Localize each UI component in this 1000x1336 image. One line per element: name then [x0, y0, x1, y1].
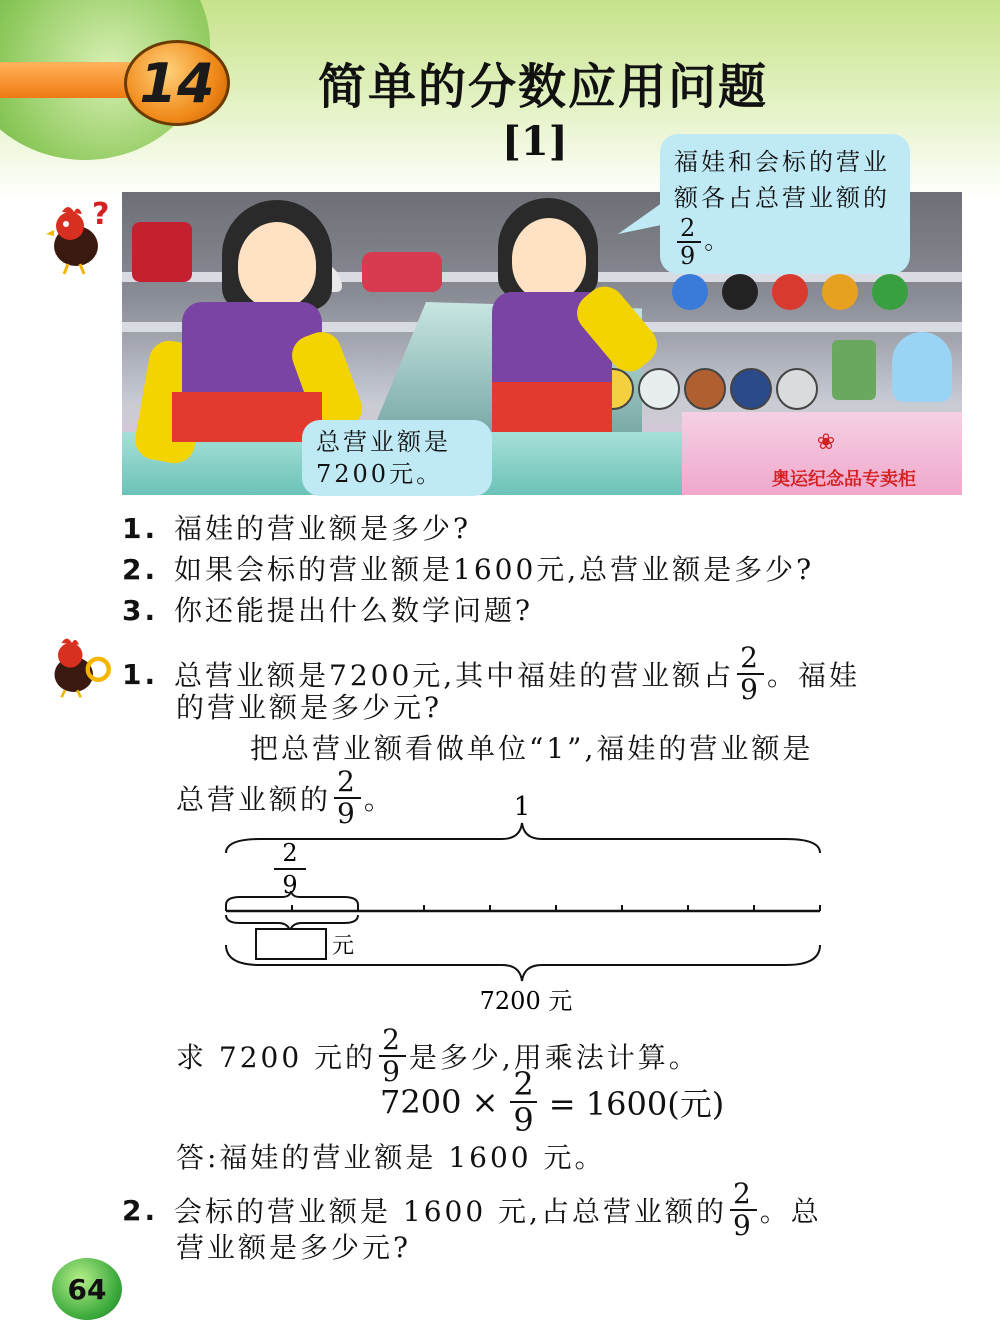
solution1-line2: 的营业额是多少元?	[176, 691, 443, 724]
fraction: $\frac{2}{9}$	[379, 1026, 406, 1086]
question-item: 2. 如果会标的营业额是1600元,总营业额是多少?	[122, 553, 815, 586]
top-brace	[226, 823, 820, 853]
speech-bubble-top: 福娃和会标的营业额各占总营业额的 $\frac{2}{9}$ 。	[660, 134, 910, 274]
mascot-icon	[872, 274, 908, 310]
olympic-logo-icon: ❀	[816, 430, 836, 455]
tshirt-item	[132, 222, 192, 282]
speech-bubble-bottom: 总营业额是7200元。	[302, 420, 492, 496]
section-subtitle: [1]	[502, 118, 568, 165]
problem2-line2: 营业额是多少元?	[176, 1231, 412, 1264]
diagram-svg	[220, 795, 830, 1015]
gift-box-item	[832, 340, 876, 400]
question-list	[122, 508, 814, 631]
mascot-row	[662, 272, 962, 316]
counter-sign: 奥运纪念品专卖柜	[772, 469, 916, 490]
bubble-top-text: 福娃和会标的营业额各占总营业额的	[674, 148, 890, 212]
answer-line: 答:福娃的营业额是 1600 元。	[176, 1141, 606, 1174]
solution1-line4: 总营业额的 $\frac{2}{9}$ 。	[176, 765, 395, 830]
mascot-plush-item	[892, 332, 952, 402]
unit-label: 元	[332, 934, 355, 959]
lesson-number-badge: 14	[124, 40, 230, 126]
part-frac-num: 2	[282, 839, 298, 867]
svg-text:?: ?	[92, 197, 110, 232]
top-label: 1	[513, 795, 531, 822]
fraction: $\frac{2}{9}$	[737, 644, 764, 704]
answer-box	[256, 929, 326, 959]
bottom-label: 7200 元	[479, 987, 573, 1015]
fraction: $\frac{2}{9}$	[510, 1068, 536, 1136]
mascot-icon	[822, 274, 858, 310]
rooster-question-icon	[44, 196, 114, 276]
fraction: $\frac{2}{9}$	[730, 1180, 757, 1240]
fraction: $\frac{2}{9}$	[677, 216, 701, 268]
rooster-magnifier-icon	[44, 624, 114, 704]
part-frac-den: 9	[282, 871, 298, 899]
fraction: $\frac{2}{9}$	[334, 768, 361, 828]
solution1-line3: 把总营业额看做单位“1”,福娃的营业额是	[250, 732, 814, 765]
formula-left: 7200 ×	[380, 1083, 499, 1121]
bar-diagram	[220, 795, 830, 1015]
badge-coin	[638, 368, 680, 410]
question-item: 3. 你还能提出什么数学问题?	[122, 594, 534, 627]
badge-coin	[684, 368, 726, 410]
mascot-icon	[672, 274, 708, 310]
page-title: 简单的分数应用问题	[318, 59, 769, 115]
bubble-tail	[618, 200, 668, 240]
badge-coin	[776, 368, 818, 410]
badge-coin	[730, 368, 772, 410]
problem2-line1: 2. 会标的营业额是 1600 元,占总营业额的 $\frac{2}{9}$ 。总	[122, 1177, 822, 1242]
formula	[380, 1065, 725, 1139]
formula-right: = 1600(元)	[548, 1085, 725, 1123]
bag-item	[362, 252, 442, 292]
page-number-badge: 64	[52, 1258, 122, 1320]
solution1-line1: 1. 总营业额是7200元,其中福娃的营业额占 $\frac{2}{9}$ 。福娃	[122, 641, 861, 706]
mascot-icon	[722, 274, 758, 310]
question-item: 1. 福娃的营业额是多少?	[122, 512, 472, 545]
mascot-icon	[772, 274, 808, 310]
calc-line: 求 7200 元的 $\frac{2}{9}$ 是多少,用乘法计算。	[176, 1023, 700, 1088]
